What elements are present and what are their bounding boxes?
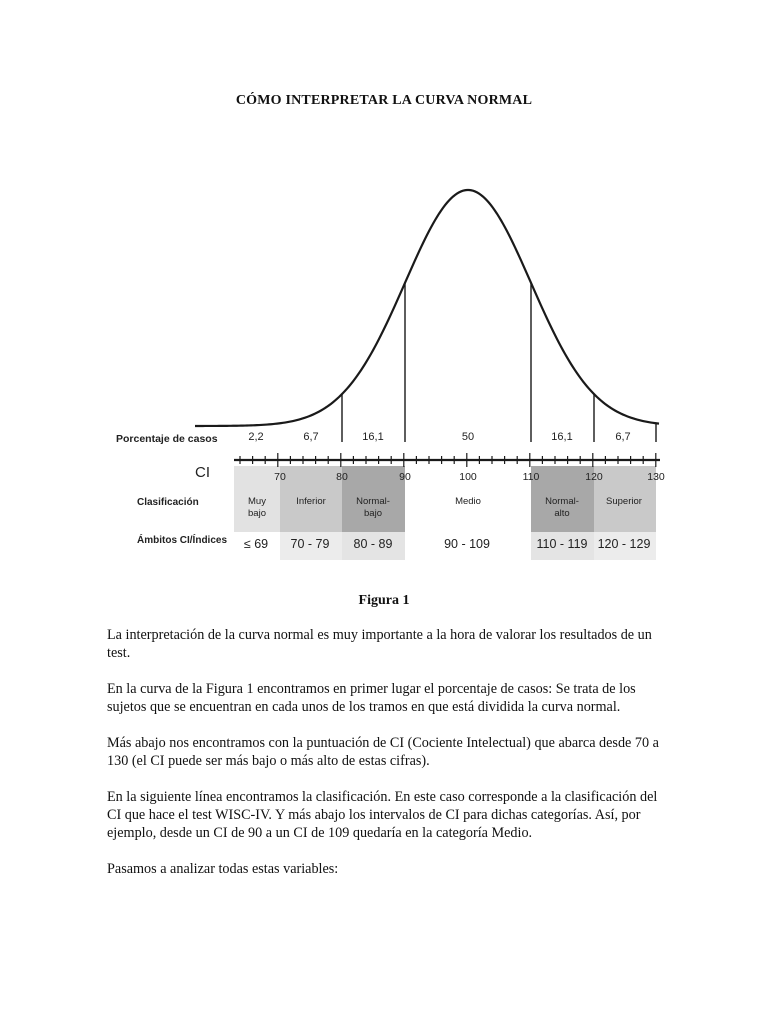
class-4-l2: alto (554, 508, 570, 519)
range-5: 120 - 129 (597, 537, 651, 551)
ci-tick-100: 100 (459, 471, 477, 483)
body-text (107, 626, 667, 896)
class-2-l1: Normal- (356, 496, 390, 507)
class-3-l1: Medio (455, 496, 481, 507)
paragraph: Pasamos a analizar todas estas variables: (107, 861, 339, 877)
percent-1: 6,7 (303, 431, 319, 443)
ci-tick-90: 90 (399, 471, 411, 483)
class-1-l1: Inferior (296, 496, 326, 507)
percent-0: 2,2 (248, 431, 264, 443)
figure-caption: Figura 1 (358, 593, 410, 608)
ci-tick-120: 120 (585, 471, 603, 483)
ci-tick-80: 80 (336, 471, 348, 483)
class-0-l1: Muy (248, 496, 266, 507)
range-3: 90 - 109 (444, 537, 490, 551)
class-2-l2: bajo (364, 508, 382, 519)
normal-curve-svg (0, 170, 768, 590)
paragraph: La interpretación de la curva normal es muy importante a la hora de valorar los resultados de un test. (107, 627, 652, 661)
percent-4: 16,1 (551, 431, 573, 443)
class-4-l1: Normal- (545, 496, 579, 507)
row-label-classification: Clasificación (137, 497, 199, 508)
range-4: 110 - 119 (536, 537, 588, 551)
paragraph: En la curva de la Figura 1 encontramos en primer lugar el porcentaje de casos: Se trata de los sujetos que se encuentran en cada unos de los tramos en que está dividida la curva normal. (107, 681, 636, 715)
row-label-percent: Porcentaje de casos (116, 433, 218, 445)
percent-2: 16,1 (362, 431, 384, 443)
normal-curve-figure (0, 170, 768, 590)
ci-tick-110: 110 (522, 471, 540, 483)
range-1: 70 - 79 (290, 537, 330, 551)
class-0-l2: bajo (248, 508, 266, 519)
range-0: ≤ 69 (243, 537, 269, 551)
range-2: 80 - 89 (353, 537, 393, 551)
class-5-l1: Superior (606, 496, 642, 507)
row-label-ci: CI (195, 464, 210, 481)
percent-3: 50 (461, 431, 475, 443)
page-title: CÓMO INTERPRETAR LA CURVA NORMAL (235, 93, 533, 108)
paragraph: En la siguiente línea encontramos la clasificación. En este caso corresponde a la clasificación del CI que hace el test WISC-IV. Y más abajo los intervalos de CI para dichas categorías. Así, por ejemplo, desde un CI de 90 a un CI de 109 quedaría en la categoría Medio. (107, 789, 658, 841)
paragraph: Más abajo nos encontramos con la puntuación de CI (Cociente Intelectual) que abarca desde 70 a 130 (el CI puede ser más bajo o más alto de estas cifras). (107, 735, 659, 769)
ci-tick-70: 70 (274, 471, 286, 483)
percent-5: 6,7 (615, 431, 631, 443)
ci-tick-130: 130 (647, 471, 665, 483)
bell-curve (195, 190, 659, 426)
row-label-ranges: Ámbitos CI/Índices (137, 535, 228, 546)
